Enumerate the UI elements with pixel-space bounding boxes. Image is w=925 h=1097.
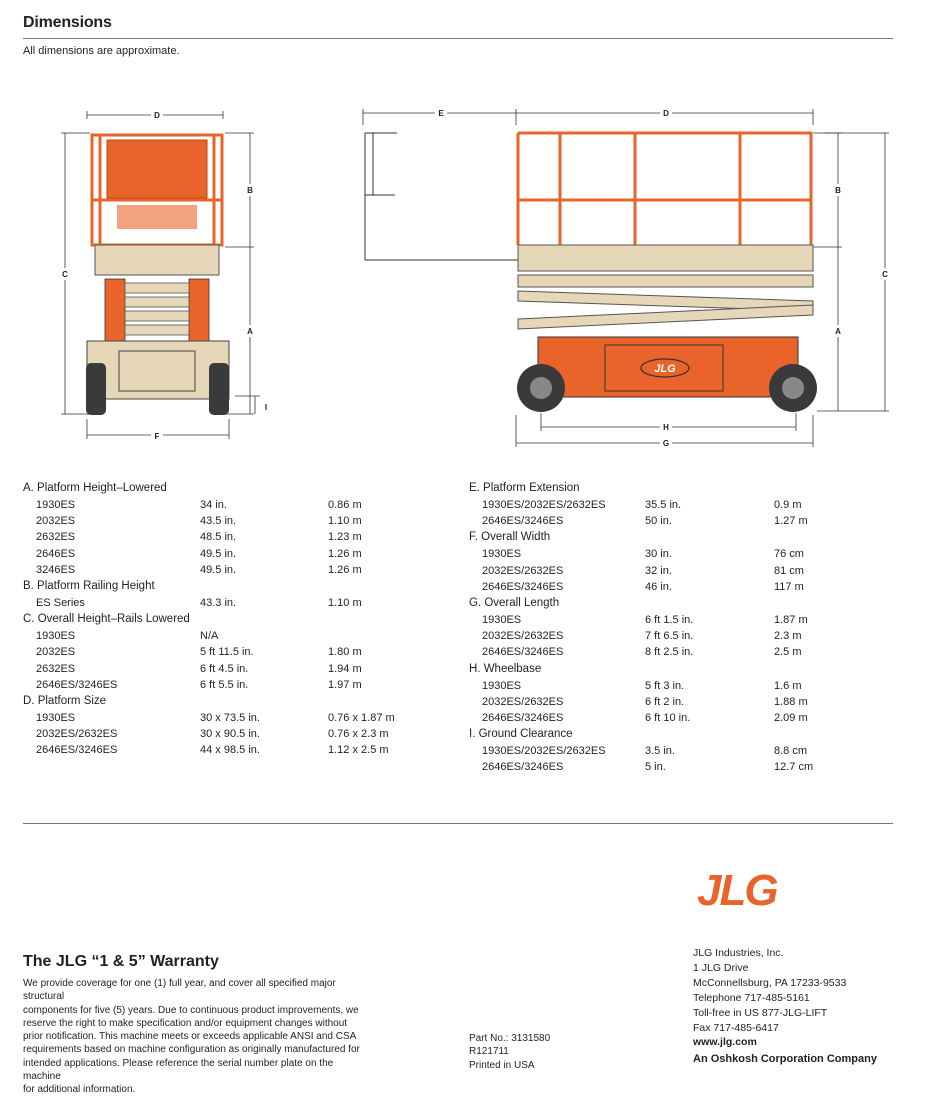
- spec-model: 2032ES: [36, 646, 76, 659]
- spec-model: 2032ES: [36, 515, 76, 528]
- specs-left: [23, 480, 443, 758]
- spec-heading-text: I. Ground Clearance: [469, 728, 573, 741]
- spec-row: [469, 579, 889, 595]
- spec-imperial: 46 in.: [645, 580, 672, 593]
- spec-row: [469, 644, 889, 660]
- side-label-b: B: [835, 186, 841, 195]
- spec-group-heading: [469, 529, 889, 546]
- specs-right: [469, 480, 889, 775]
- spec-imperial: 3.5 in.: [645, 745, 675, 758]
- spec-group-heading: [23, 693, 443, 710]
- warranty-line: We provide coverage for one (1) full year, and cover all specified major structural: [23, 978, 336, 1003]
- spec-row: [23, 742, 443, 758]
- spec-imperial: 5 in.: [645, 761, 666, 774]
- spec-row: [23, 661, 443, 677]
- warranty-line: prior notification. This machine meets or exceeds applicable ANSI and CSA: [23, 1031, 357, 1043]
- side-label-g: G: [662, 439, 670, 448]
- spec-metric: 0.76 x 1.87 m: [328, 711, 395, 724]
- spec-metric: 1.94 m: [328, 662, 362, 675]
- spec-row: [469, 743, 889, 759]
- spec-model: 2646ES/3246ES: [482, 515, 564, 528]
- spec-row: [469, 628, 889, 644]
- spec-row: [23, 546, 443, 562]
- spec-model: 2646ES/3246ES: [482, 580, 564, 593]
- spec-row: [23, 595, 443, 611]
- address-line: 1 JLG Drive: [693, 961, 749, 974]
- spec-metric: 0.86 m: [328, 499, 362, 511]
- spec-imperial: 50 in.: [645, 515, 672, 528]
- part-info: [469, 1032, 550, 1072]
- spec-model: 2646ES: [36, 547, 76, 560]
- warranty-title: The JLG “1 & 5” Warranty: [23, 953, 219, 970]
- spec-imperial: 5 ft 11.5 in.: [200, 646, 254, 659]
- warranty-text: [23, 977, 373, 1097]
- company-name: JLG Industries, Inc.: [693, 947, 784, 959]
- spec-heading-text: H. Wheelbase: [469, 662, 542, 675]
- spec-metric: 2.3 m: [774, 630, 802, 643]
- spec-group-heading: [469, 726, 889, 743]
- spec-row: [469, 612, 889, 628]
- spec-heading-text: F. Overall Width: [469, 531, 551, 544]
- spec-row: [23, 513, 443, 529]
- front-label-a: A: [247, 327, 253, 336]
- spec-row: [23, 497, 443, 513]
- spec-imperial: 48.5 in.: [200, 531, 237, 544]
- spec-metric: 81 cm: [774, 564, 804, 577]
- spec-model: 2646ES/3246ES: [36, 744, 118, 757]
- spec-metric: 2.5 m: [774, 646, 802, 659]
- spec-row: [23, 628, 443, 644]
- spec-imperial: 35.5 in.: [645, 499, 682, 511]
- front-label-b: B: [247, 186, 253, 195]
- address-line: Fax 717-485-6417: [693, 1021, 779, 1034]
- spec-metric: 2.09 m: [774, 711, 808, 724]
- company-address: [693, 946, 877, 1067]
- spec-imperial: 6 ft 2 in.: [645, 695, 685, 708]
- side-label-d: D: [663, 109, 669, 118]
- spec-group-heading: [23, 578, 443, 595]
- spec-model: 2032ES/2632ES: [36, 728, 118, 741]
- footer-divider: [23, 823, 893, 824]
- spec-metric: 1.23 m: [328, 531, 362, 544]
- spec-imperial: N/A: [200, 630, 219, 643]
- spec-imperial: 30 x 73.5 in.: [200, 711, 260, 724]
- spec-model: 1930ES: [36, 711, 76, 724]
- spec-imperial: 6 ft 4.5 in.: [200, 662, 249, 675]
- spec-metric: 1.10 m: [328, 596, 362, 609]
- spec-model: 2032ES/2632ES: [482, 564, 564, 577]
- spec-imperial: 7 ft 6.5 in.: [645, 630, 694, 643]
- spec-metric: 1.27 m: [774, 515, 808, 528]
- spec-heading-text: G. Overall Length: [469, 596, 560, 609]
- spec-row: [469, 759, 889, 775]
- spec-model: 1930ES: [36, 630, 76, 643]
- header-divider: [23, 38, 893, 39]
- spec-model: 2632ES: [36, 531, 76, 544]
- warranty-line: components for five (5) years. Due to continuous product improvements, we: [23, 1004, 359, 1016]
- side-label-a: A: [835, 327, 841, 336]
- spec-row: [23, 710, 443, 726]
- spec-metric: 1.12 x 2.5 m: [328, 744, 389, 757]
- spec-model: 2646ES/3246ES: [482, 646, 564, 659]
- spec-imperial: 43.3 in.: [200, 596, 237, 609]
- spec-metric: 76 cm: [774, 548, 804, 561]
- approximate-note: All dimensions are approximate.: [23, 45, 180, 57]
- page-title: Dimensions: [23, 14, 112, 31]
- spec-model: 1930ES/2032ES/2632ES: [482, 499, 606, 511]
- spec-metric: 1.26 m: [328, 563, 362, 576]
- company-tagline: An Oshkosh Corporation Company: [693, 1053, 877, 1066]
- warranty-line: requirements based on machine configuration as originally manufactured for: [23, 1044, 360, 1056]
- revision: R121711: [469, 1046, 509, 1058]
- spec-metric: 8.8 cm: [774, 745, 808, 758]
- jlg-logo-icon: [693, 865, 823, 913]
- spec-row: [23, 644, 443, 660]
- spec-imperial: 30 x 90.5 in.: [200, 728, 260, 741]
- spec-imperial: 30 in.: [645, 548, 672, 561]
- warranty-line: reserve the right to make specification and/or equipment changes without: [23, 1017, 348, 1029]
- spec-heading-text: A. Platform Height–Lowered: [23, 482, 167, 494]
- front-view-drawing: [55, 105, 275, 450]
- spec-group-heading: [23, 611, 443, 628]
- warranty-line: intended applications. Please reference the serial number plate on the machine: [23, 1057, 334, 1083]
- spec-group-heading: [469, 661, 889, 678]
- spec-model: 2646ES/3246ES: [482, 711, 564, 724]
- spec-metric: 1.6 m: [774, 679, 802, 692]
- spec-model: 2032ES/2632ES: [482, 630, 564, 643]
- front-label-c: C: [62, 270, 68, 279]
- spec-row: [469, 563, 889, 579]
- side-label-h: H: [663, 423, 669, 432]
- side-label-e: E: [438, 109, 444, 118]
- website-link[interactable]: www.jlg.com: [693, 1036, 757, 1049]
- spec-metric: 1.87 m: [774, 613, 808, 626]
- spec-row: [469, 513, 889, 529]
- spec-imperial: 5 ft 3 in.: [645, 679, 685, 692]
- spec-model: 2646ES/3246ES: [482, 761, 564, 774]
- spec-imperial: 6 ft 5.5 in.: [200, 678, 249, 691]
- spec-row: [469, 694, 889, 710]
- address-line: Toll-free in US 877-JLG-LIFT: [693, 1006, 828, 1019]
- spec-row: [23, 562, 443, 578]
- spec-heading-text: D. Platform Size: [23, 694, 107, 707]
- spec-metric: 1.10 m: [328, 515, 362, 528]
- front-label-d: D: [154, 111, 160, 120]
- spec-model: 1930ES/2032ES/2632ES: [482, 745, 606, 758]
- side-label-c: C: [882, 270, 888, 279]
- spec-imperial: 34 in.: [200, 499, 227, 511]
- spec-row: [469, 678, 889, 694]
- side-logo: JLG: [654, 363, 676, 375]
- spec-metric: 0.76 x 2.3 m: [328, 728, 389, 741]
- spec-metric: 1.26 m: [328, 547, 362, 560]
- spec-imperial: 8 ft 2.5 in.: [645, 646, 694, 659]
- spec-metric: 1.88 m: [774, 695, 808, 708]
- spec-metric: 1.97 m: [328, 678, 362, 691]
- spec-row: [23, 529, 443, 545]
- logo-text: JLG: [697, 866, 777, 913]
- spec-heading-text: E. Platform Extension: [469, 482, 580, 494]
- front-label-f: F: [154, 432, 160, 441]
- warranty-line: for additional information.: [23, 1084, 136, 1096]
- spec-metric: 117 m: [774, 580, 804, 593]
- spec-heading-text: B. Platform Railing Height: [23, 579, 155, 592]
- spec-group-heading: [469, 480, 889, 497]
- spec-metric: 0.9 m: [774, 499, 802, 511]
- spec-metric: 12.7 cm: [774, 761, 814, 774]
- spec-heading-text: C. Overall Height–Rails Lowered: [23, 613, 190, 626]
- printed-in: Printed in USA: [469, 1059, 535, 1071]
- spec-row: [469, 546, 889, 562]
- spec-row: [469, 497, 889, 513]
- spec-model: 1930ES: [36, 499, 76, 511]
- spec-model: 3246ES: [36, 563, 76, 576]
- front-label-i: I: [264, 403, 268, 412]
- address-line: Telephone 717-485-5161: [693, 991, 810, 1004]
- spec-imperial: 49.5 in.: [200, 547, 237, 560]
- side-view-drawing: [355, 105, 900, 450]
- spec-imperial: 43.5 in.: [200, 515, 237, 528]
- spec-model: 1930ES: [482, 613, 522, 626]
- spec-group-heading: [23, 480, 443, 497]
- spec-imperial: 49.5 in.: [200, 563, 237, 576]
- spec-imperial: 32 in.: [645, 564, 672, 577]
- spec-group-heading: [469, 595, 889, 612]
- spec-model: 2032ES/2632ES: [482, 695, 564, 708]
- spec-model: 1930ES: [482, 679, 522, 692]
- spec-model: ES Series: [36, 596, 85, 609]
- spec-imperial: 44 x 98.5 in.: [200, 744, 260, 757]
- spec-imperial: 6 ft 10 in.: [645, 711, 691, 724]
- part-number: Part No.: 3131580: [469, 1033, 551, 1044]
- spec-row: [469, 710, 889, 726]
- spec-model: 2632ES: [36, 662, 76, 675]
- spec-imperial: 6 ft 1.5 in.: [645, 613, 694, 626]
- spec-row: [23, 677, 443, 693]
- spec-metric: 1.80 m: [328, 646, 362, 659]
- spec-row: [23, 726, 443, 742]
- spec-model: 1930ES: [482, 548, 522, 561]
- spec-model: 2646ES/3246ES: [36, 678, 118, 691]
- address-line: McConnellsburg, PA 17233-9533: [693, 976, 847, 989]
